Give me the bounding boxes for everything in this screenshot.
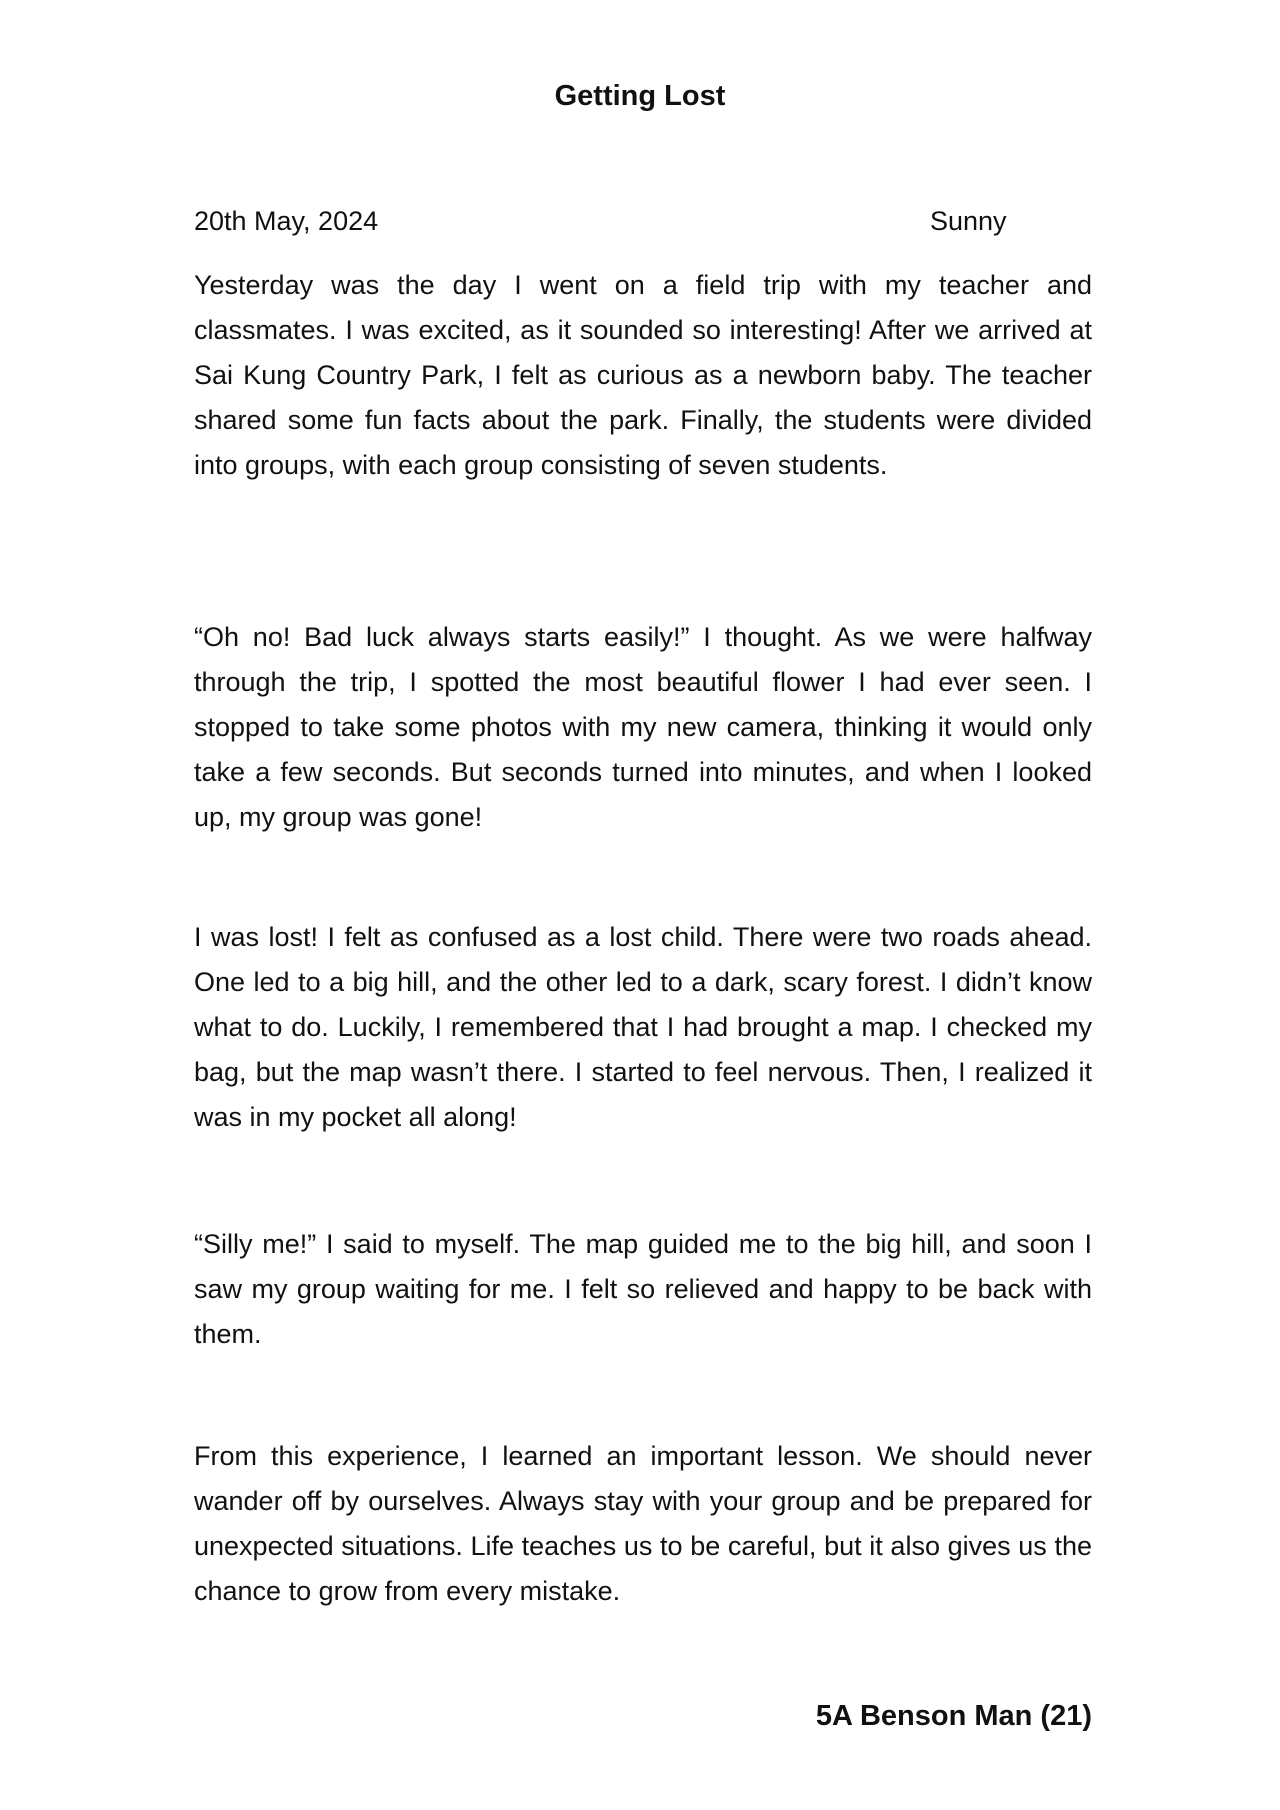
diary-header (194, 206, 1094, 242)
document-title: Getting Lost (554, 80, 726, 112)
paragraph-2: “Oh no! Bad luck always starts easily!” I thought. As we were halfway through the trip, I spotted the most beautiful flower I had ever seen. I stopped to take some photos with my new camera, thinking it would only take a few seconds. But seconds turned into minutes, and when I looked up, my group was gone! (194, 622, 1092, 832)
diary-weather: Sunny (930, 206, 1007, 236)
author-signature: 5A Benson Man (21) (815, 1700, 1092, 1732)
paragraph-3: I was lost! I felt as confused as a lost child. There were two roads ahead. One led to a big hill, and the other led to a dark, scary forest. I didn’t know what to do. Luckily, I remembered that I had brought a map. I checked my bag, but the map wasn’t there. I started to feel nervous. Then, I realized it was in my pocket all along! (194, 922, 1092, 1132)
paragraph-4: “Silly me!” I said to myself. The map guided me to the big hill, and soon I saw my group waiting for me. I felt so relieved and happy to be back with them. (194, 1229, 1092, 1349)
paragraph-1: Yesterday was the day I went on a field trip with my teacher and classmates. I was excited, as it sounded so interesting! After we arrived at Sai Kung Country Park, I felt as curious as a newborn baby. The teacher shared some fun facts about the park. Finally, the students were divided into groups, with each group consisting of seven students. (194, 270, 1092, 480)
diary-date: 20th May, 2024 (194, 206, 379, 236)
paragraph-5: From this experience, I learned an important lesson. We should never wander off by ourselves. Always stay with your group and be prepared for unexpected situations. Life teaches us to be careful, but it also gives us the chance to grow from every mistake. (194, 1441, 1092, 1606)
